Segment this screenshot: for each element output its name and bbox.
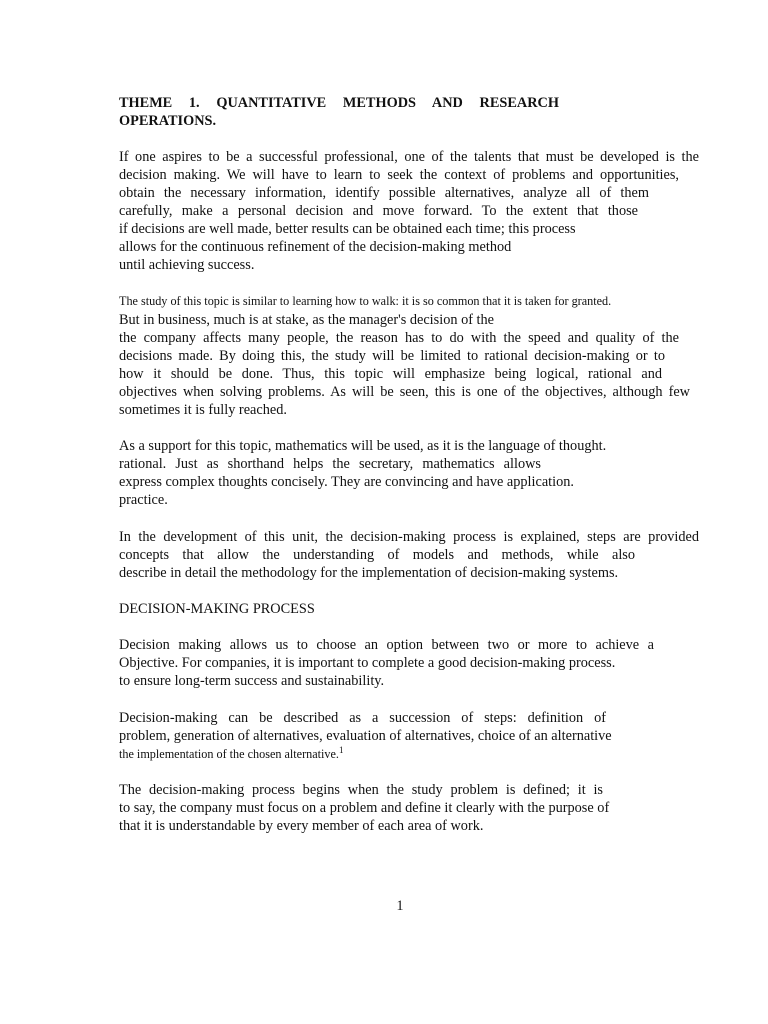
paragraph-line: if decisions are well made, better results can be obtained each time; this process — [119, 221, 576, 237]
paragraph-line: Decision-making can be described as a succession of steps: definition of — [119, 710, 606, 726]
paragraph-line: to ensure long-term success and sustainability. — [119, 673, 385, 689]
paragraph-line: to say, the company must focus on a problem and define it clearly with the purpose of — [119, 800, 610, 816]
paragraph-line: practice. — [119, 492, 168, 508]
paragraph-line: until achieving success. — [119, 257, 255, 273]
paragraph-line: Decision making allows us to choose an option between two or more to achieve a — [119, 637, 654, 653]
paragraph-line: decision making. We will have to learn to seek the context of problems and opportunities, — [119, 167, 679, 183]
paragraph-line: In the development of this unit, the decision-making process is explained, steps are provided — [119, 529, 699, 545]
paragraph-line: allows for the continuous refinement of the decision-making method — [119, 239, 512, 255]
paragraph-line: obtain the necessary information, identify possible alternatives, analyze all of them — [119, 185, 649, 201]
section-heading: DECISION-MAKING PROCESS — [119, 601, 315, 617]
document-title-line-2: OPERATIONS. — [119, 113, 217, 129]
paragraph-line: sometimes it is fully reached. — [119, 402, 287, 418]
paragraph-line: concepts that allow the understanding of models and methods, while also — [119, 547, 635, 563]
paragraph-line: carefully, make a personal decision and move forward. To the extent that those — [119, 203, 638, 219]
document-title-line-1: THEME 1. QUANTITATIVE METHODS AND RESEARCH — [119, 95, 559, 111]
paragraph-line: problem, generation of alternatives, evaluation of alternatives, choice of an alternative — [119, 728, 612, 744]
paragraph-line: objectives when solving problems. As will be seen, this is one of the objectives, although few — [119, 384, 690, 400]
paragraph-line: express complex thoughts concisely. They are convincing and have application. — [119, 474, 574, 490]
paragraph-line: how it should be done. Thus, this topic will emphasize being logical, rational and — [119, 366, 662, 382]
paragraph-line: decisions made. By doing this, the study will be limited to rational decision-making or to — [119, 348, 665, 364]
paragraph-line: The decision-making process begins when the study problem is defined; it is — [119, 782, 603, 798]
paragraph-line: If one aspires to be a successful professional, one of the talents that must be developed is the — [119, 149, 699, 165]
footnote-marker: 1 — [338, 745, 344, 755]
paragraph-line: Objective. For companies, it is important to complete a good decision-making process. — [119, 655, 616, 671]
paragraph-line: But in business, much is at stake, as the manager's decision of the — [119, 312, 495, 328]
paragraph-line: the company affects many people, the reason has to do with the speed and quality of the — [119, 330, 679, 346]
paragraph-line — [119, 745, 343, 763]
page-number: 1 — [396, 898, 404, 914]
paragraph-line: rational. Just as shorthand helps the secretary, mathematics allows — [119, 456, 541, 472]
paragraph-line: describe in detail the methodology for the implementation of decision-making systems. — [119, 565, 619, 581]
paragraph-line: As a support for this topic, mathematics will be used, as it is the language of thought. — [119, 438, 607, 454]
paragraph-line: The study of this topic is similar to learning how to walk: it is so common that it is taken for granted. — [119, 294, 612, 308]
paragraph-line: that it is understandable by every member of each area of work. — [119, 818, 484, 834]
paragraph-line-text: the implementation of the chosen alternative. — [119, 747, 339, 761]
